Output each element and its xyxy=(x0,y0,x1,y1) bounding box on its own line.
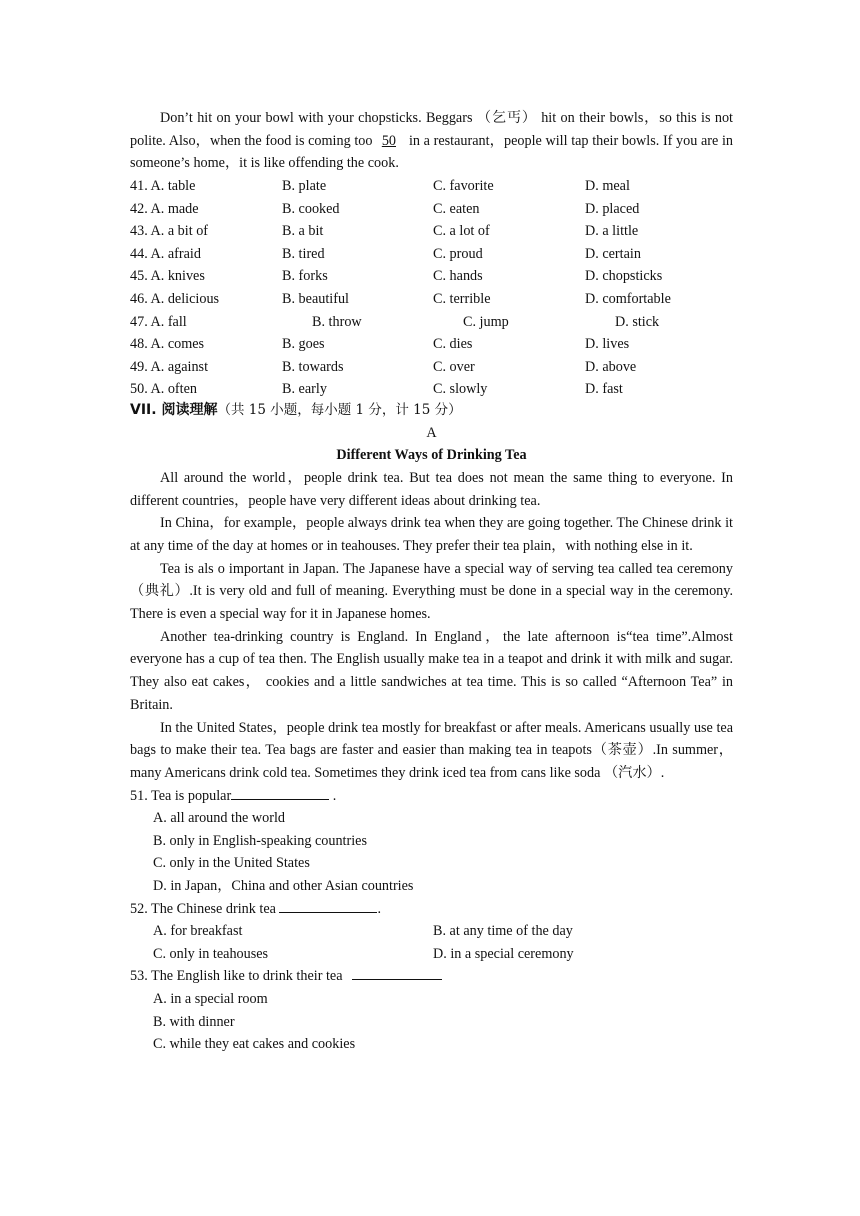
option-c: C. slowly xyxy=(433,381,488,398)
cloze-option-row xyxy=(130,220,733,243)
cloze-option-row xyxy=(130,198,733,221)
question-stem xyxy=(130,785,733,808)
passage-paragraph: Another tea-drinking country is England. In England，the late afternoon is“tea time”.Almost everyone has a cup of tea then. The English usually make tea in a teapot and drink it with milk and sugar. They also eat cakes， cookies and a little sandwiches at tea time. This is so called “Afternoon Tea” in Britain. xyxy=(130,628,733,713)
option-b: B. forks xyxy=(282,268,328,285)
answer-option: C. only in the United States xyxy=(153,855,310,872)
option-a: 43. A. a bit of xyxy=(130,223,209,240)
cloze-option-row xyxy=(130,356,733,379)
section-title: VII. 阅读理解 xyxy=(130,402,218,419)
section-scoring-note: （共 15 小题，每小题 1 分，计 15 分） xyxy=(217,402,462,419)
cloze-passage-part2: in a restaurant，people will tap their bowls. If you are in someone’s home，it is like offending the cook. xyxy=(130,132,734,172)
answer-option: B. at any time of the day xyxy=(433,923,573,940)
cloze-option-row xyxy=(130,378,733,401)
option-a: 50. A. often xyxy=(130,381,197,398)
question-stem xyxy=(130,965,733,988)
question-stem-tail: . xyxy=(329,787,337,804)
option-c: C. over xyxy=(433,358,475,375)
option-a: 48. A. comes xyxy=(130,336,205,353)
cloze-options xyxy=(130,175,733,401)
answer-option: C. while they eat cakes and cookies xyxy=(153,1036,356,1053)
question-stem-text: 51. Tea is popular xyxy=(130,787,232,804)
option-a: 41. A. table xyxy=(130,178,196,195)
question-stem xyxy=(130,898,733,921)
option-b: B. early xyxy=(282,381,327,398)
option-c: C. hands xyxy=(433,268,483,285)
answer-option: A. all around the world xyxy=(153,810,285,827)
option-d: D. fast xyxy=(585,381,623,398)
question-51 xyxy=(130,785,733,898)
answer-option: D. in a special ceremony xyxy=(433,945,574,962)
answer-option: D. in Japan，China and other Asian countries xyxy=(153,878,414,895)
option-c: C. proud xyxy=(433,245,483,262)
answer-option-row xyxy=(130,943,733,966)
cloze-passage-part1: Don’t hit on your bowl with your chopsticks. Beggars （乞丐） hit on their bowls，so this is not polite. Also，when the food is coming too xyxy=(130,110,733,149)
cloze-option-row xyxy=(130,311,733,334)
option-d: D. chopsticks xyxy=(585,268,663,285)
answer-option-row xyxy=(130,920,733,943)
option-a: 47. A. fall xyxy=(130,313,187,330)
cloze-blank-50: 50 xyxy=(381,132,396,149)
option-c: C. dies xyxy=(433,336,473,353)
option-b: B. cooked xyxy=(282,200,340,217)
option-b: B. plate xyxy=(282,178,327,195)
option-c: C. eaten xyxy=(433,200,480,217)
question-stem-tail: . xyxy=(377,900,382,917)
passage-paragraph: Tea is als o important in Japan. The Japanese have a special way of serving tea called tea ceremony （典礼）.It is very old and full of meaning. Everything must be done in a special way in the ceremony. There is even a special way for it in Japanese homes. xyxy=(130,560,733,623)
answer-blank xyxy=(231,785,329,800)
option-b: B. throw xyxy=(312,313,362,330)
cloze-option-row xyxy=(130,243,733,266)
option-d: D. lives xyxy=(585,336,630,353)
option-a: 46. A. delicious xyxy=(130,291,220,308)
option-a: 49. A. against xyxy=(130,358,209,375)
option-c: C. a lot of xyxy=(433,223,490,240)
question-53 xyxy=(130,965,733,1055)
option-d: D. a little xyxy=(585,223,639,240)
answer-option: B. only in English-speaking countries xyxy=(153,832,367,849)
option-d: D. stick xyxy=(615,313,660,330)
passage-paragraph: In the United States，people drink tea mostly for breakfast or after meals. Americans usually use tea bags to make their tea. Tea bags are faster and easier than making tea in teapots（茶壶）.In summer，many Americans drink cold tea. Sometimes they drink iced tea from cans like soda （汽水）. xyxy=(130,719,733,781)
option-d: D. comfortable xyxy=(585,291,671,308)
cloze-option-row xyxy=(130,265,733,288)
cloze-option-row xyxy=(130,175,733,198)
cloze-option-row xyxy=(130,288,733,311)
option-d: D. placed xyxy=(585,200,640,217)
option-b: B. beautiful xyxy=(282,291,349,308)
question-stem-text: 53. The English like to drink their tea xyxy=(130,968,347,985)
option-b: B. towards xyxy=(282,358,344,375)
option-b: B. a bit xyxy=(282,223,324,240)
option-a: 45. A. knives xyxy=(130,268,205,285)
question-stem-text: 52. The Chinese drink tea xyxy=(130,900,280,917)
option-d: D. meal xyxy=(585,178,630,195)
document-page xyxy=(130,107,733,1056)
option-b: B. goes xyxy=(282,336,325,353)
answer-option: C. only in teahouses xyxy=(153,945,269,962)
cloze-passage xyxy=(130,107,733,175)
answer-option: A. for breakfast xyxy=(153,923,243,940)
option-c: C. favorite xyxy=(433,178,494,195)
answer-blank xyxy=(352,965,442,980)
option-c: C. terrible xyxy=(433,291,491,308)
option-a: 42. A. made xyxy=(130,200,199,217)
question-52 xyxy=(130,898,733,966)
section-heading xyxy=(130,399,733,422)
passage-label: A xyxy=(426,424,437,441)
passage-paragraph: In China，for example，people always drink tea when they are going together. The Chinese drink it at any time of the day at homes or in teahouses. They prefer their tea plain，with nothing else in it. xyxy=(130,515,733,554)
option-d: D. certain xyxy=(585,245,641,262)
answer-blank xyxy=(279,898,377,913)
option-c: C. jump xyxy=(463,313,509,330)
option-b: B. tired xyxy=(282,245,325,262)
option-d: D. above xyxy=(585,358,637,375)
passage-title: Different Ways of Drinking Tea xyxy=(336,447,527,464)
answer-option: B. with dinner xyxy=(153,1013,235,1030)
cloze-option-row xyxy=(130,333,733,356)
option-a: 44. A. afraid xyxy=(130,245,201,262)
passage-paragraph: All around the world，people drink tea. But tea does not mean the same thing to everyone. In different countries，people have very different ideas about drinking tea. xyxy=(130,469,733,509)
answer-option: A. in a special room xyxy=(153,991,268,1008)
